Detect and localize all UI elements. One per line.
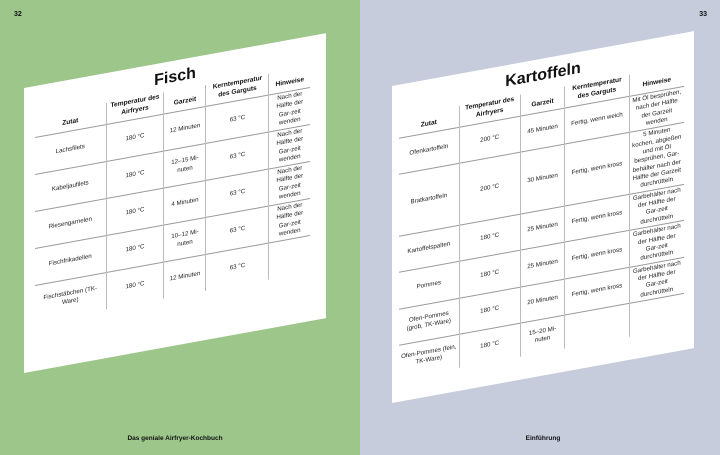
table-cell: 180 °C xyxy=(106,262,164,310)
page-number: 33 xyxy=(699,11,707,18)
table-cell: 30 Minuten xyxy=(520,144,565,214)
table-cell: Ofenkartoffeln xyxy=(409,143,449,158)
page-number: 32 xyxy=(14,11,22,18)
table-cell: Garbehälter nach der Hälfte der Gar-zeit durchrütteln xyxy=(629,221,684,267)
table-cell: 63 °C xyxy=(206,169,269,217)
table-cell: Fertig, wenn weich xyxy=(565,96,629,144)
table-cell: Pommes xyxy=(416,278,441,291)
table-cell: 12 Minuten xyxy=(164,106,206,151)
table-cell: Fertig, wenn kross xyxy=(565,194,629,242)
table-cell: 63 °C xyxy=(206,95,269,143)
table-cell: 180 °C xyxy=(459,214,520,262)
table-cell: Fischstäbchen (TK-Ware) xyxy=(43,284,98,307)
column-header: Garzeit xyxy=(520,87,565,116)
potato-table xyxy=(399,65,684,378)
table-cell: Lachsfilets xyxy=(55,142,85,155)
table-cell: 63 °C xyxy=(206,243,269,291)
table-cell: 20 Minuten xyxy=(520,279,565,324)
column-header: Garzeit xyxy=(164,85,206,114)
table-cell: Garbehälter nach der Hälfte der Gar-zeit durchrütteln xyxy=(629,257,684,303)
table-cell: Bratkartoffeln xyxy=(410,192,448,206)
table-cell: 15–20 Mi-nuten xyxy=(520,315,565,356)
table-cell: Fertig, wenn kross xyxy=(565,133,629,206)
table-cell: 4 Minuten xyxy=(164,180,206,225)
table-cell: Fertig, wenn kross xyxy=(565,267,629,315)
table-cell: Kabeljaufilets xyxy=(51,178,89,193)
table-cell: 180 °C xyxy=(106,225,164,273)
table-cell: 10–12 Mi-nuten xyxy=(164,217,206,262)
table-title: Fisch xyxy=(154,64,196,90)
right-page xyxy=(360,0,720,455)
table-cell: Ofen-Pommes (fein, TK-Ware) xyxy=(401,343,457,367)
chapter-footer: Einführung xyxy=(525,435,561,442)
book-title-footer: Das geniale Airfryer-Kochbuch xyxy=(127,435,223,442)
column-header: Kerntemperatur des Garguts xyxy=(565,75,629,108)
table-cell: 12 Minuten xyxy=(164,254,206,299)
table-cell: 200 °C xyxy=(459,116,520,164)
column-header: Temperatur des Airfryers xyxy=(106,93,164,125)
table-cell: 180 °C xyxy=(106,151,164,199)
table-cell: 180 °C xyxy=(459,287,520,335)
column-header: Zutat xyxy=(62,117,79,127)
table-cell xyxy=(269,235,310,279)
table-cell: 5 Minuten kochen, abgießen und mit Öl besprühen, Gar-behälter nach der Hälfte der Garzeit durchrütteln xyxy=(629,123,684,195)
fish-table-card xyxy=(24,33,326,373)
table-cell: 180 °C xyxy=(459,250,520,298)
table-cell: 200 °C xyxy=(459,152,520,225)
table-cell: Kartoffelspalten xyxy=(407,240,451,256)
column-header: Temperatur des Airfryers xyxy=(459,95,520,127)
table-cell: Fertig, wenn kross xyxy=(565,231,629,279)
table-cell: 180 °C xyxy=(106,114,164,162)
table-title: Kartoffeln xyxy=(505,59,581,91)
table-cell: Mit Öl besprühen, nach der Hälfte der Garzeit wenden xyxy=(629,86,684,132)
table-cell: Nach der Hälfte der Gar-zeit wenden xyxy=(269,124,310,168)
table-cell: Ofen-Pommes (grob, TK-Ware) xyxy=(406,309,451,333)
table-cell: Nach der Hälfte der Gar-zeit wenden xyxy=(269,198,310,242)
table-cell: Nach der Hälfte der Gar-zeit wenden xyxy=(269,87,310,131)
table-cell: 25 Minuten xyxy=(520,242,565,287)
table-cell: Garbehälter nach der Hälfte der Gar-zeit durchrütteln xyxy=(629,184,684,230)
column-header: Hinweise xyxy=(269,66,310,95)
column-header: Hinweise xyxy=(629,65,684,96)
table-cell: 45 Minuten xyxy=(520,108,565,153)
table-cell: 180 °C xyxy=(459,323,520,367)
table-cell: 12–15 Mi-nuten xyxy=(164,143,206,188)
table-cell: 63 °C xyxy=(206,132,269,180)
table-cell: Fischfrikadellen xyxy=(48,252,92,268)
table-cell: 63 °C xyxy=(206,206,269,254)
table-cell: 25 Minuten xyxy=(520,206,565,251)
table-cell: Nach der Hälfte der Gar-zeit wenden xyxy=(269,161,310,205)
potato-table-card xyxy=(392,31,694,403)
column-header: Kerntemperatur des Garguts xyxy=(206,73,269,106)
column-header: Zutat xyxy=(420,118,437,129)
table-cell: 180 °C xyxy=(106,188,164,236)
table-cell: Riesengarnelen xyxy=(48,215,92,231)
